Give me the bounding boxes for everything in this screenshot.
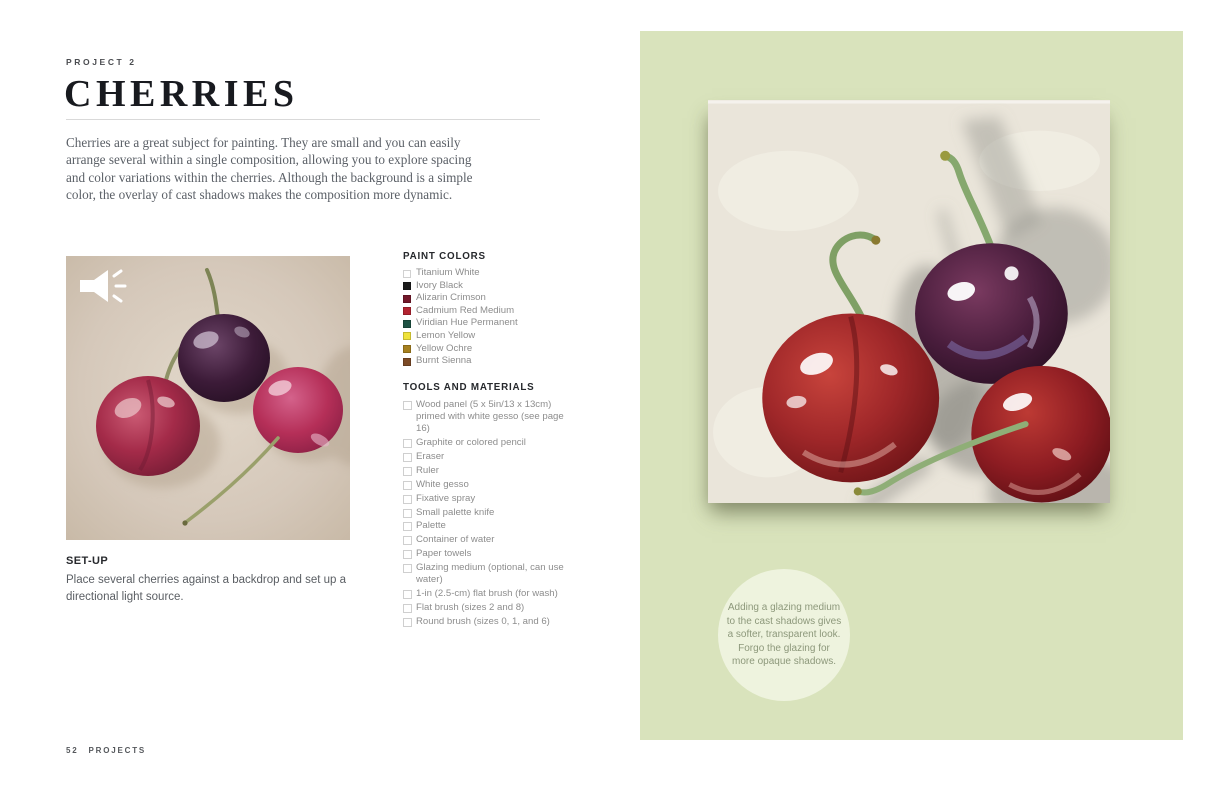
- paint-color-item: [403, 293, 578, 303]
- checkbox-icon: [403, 495, 412, 504]
- paint-swatch: [403, 332, 411, 340]
- tool-item: [403, 548, 565, 560]
- paint-swatch: [403, 295, 411, 303]
- tool-item: [403, 602, 565, 614]
- paint-color-item: [403, 281, 578, 291]
- title-divider: [66, 119, 540, 120]
- tools-heading: TOOLS AND MATERIALS: [403, 382, 535, 393]
- tools-list: [403, 399, 565, 628]
- checkbox-icon: [403, 590, 412, 599]
- tool-label: Flat brush (sizes 2 and 8): [416, 601, 525, 613]
- paint-label: Titanium White: [416, 267, 480, 278]
- paint-label: Burnt Sienna: [416, 355, 472, 367]
- checkbox-icon: [403, 550, 412, 559]
- tool-item: [403, 562, 565, 586]
- paint-swatch: [403, 282, 411, 290]
- paint-label: Ivory Black: [416, 279, 463, 291]
- tool-label: Paper towels: [416, 548, 472, 560]
- tool-label: Container of water: [416, 534, 495, 546]
- paint-colors-heading: PAINT COLORS: [403, 251, 486, 262]
- tool-item: [403, 451, 565, 463]
- tool-label: Round brush (sizes 0, 1, and 6): [416, 615, 550, 627]
- tool-label: Wood panel (5 x 5in/13 x 13cm) primed with white gesso (see page 16): [416, 399, 564, 435]
- checkbox-icon: [403, 439, 412, 448]
- paint-label: Viridian Hue Permanent: [416, 317, 518, 329]
- tool-label: Graphite or colored pencil: [416, 437, 526, 449]
- checkbox-icon: [403, 564, 412, 573]
- checkbox-icon: [403, 604, 412, 613]
- checkbox-icon: [403, 401, 412, 410]
- paint-color-item: [403, 331, 578, 341]
- paint-color-item: [403, 344, 578, 354]
- tool-label: 1-in (2.5-cm) flat brush (for wash): [416, 588, 558, 600]
- paint-label: Alizarin Crimson: [416, 292, 486, 304]
- paint-swatch: [403, 345, 411, 353]
- cherries-painting: [708, 100, 1110, 503]
- tool-item: [403, 465, 565, 477]
- paint-color-item: [403, 356, 578, 366]
- intro-paragraph: Cherries are a great subject for painting. They are small and you can easily arrange several within a single composition, allowing you to explore spacing and color variations within the cherries. Although the background is a simple color, the overlay of cast shadows makes the composition more dynamic.: [66, 135, 473, 202]
- paint-swatch: [403, 270, 411, 278]
- paint-swatch: [403, 320, 411, 328]
- paint-colors-list: [403, 268, 578, 366]
- cherries-photo-illustration: [66, 256, 350, 540]
- setup-body: Place several cherries against a backdrop and set up a directional light source.: [66, 574, 346, 603]
- tool-item: [403, 493, 565, 505]
- checkbox-icon: [403, 536, 412, 545]
- paint-swatch: [403, 358, 411, 366]
- tool-label: Fixative spray: [416, 492, 476, 504]
- tool-label: Glazing medium (optional, can use water): [416, 562, 564, 586]
- tool-item: [403, 588, 565, 600]
- tool-item: [403, 507, 565, 519]
- tool-label: Palette: [416, 520, 446, 532]
- setup-heading: SET-UP: [66, 555, 109, 567]
- paint-label: Cadmium Red Medium: [416, 304, 515, 316]
- paint-color-item: [403, 268, 578, 278]
- tool-item: [403, 520, 565, 532]
- tools-section: [403, 382, 565, 630]
- checkbox-icon: [403, 453, 412, 462]
- paint-swatch: [403, 307, 411, 315]
- footer-section-label: PROJECTS: [88, 746, 147, 755]
- paint-colors-section: [403, 251, 578, 369]
- checkbox-icon: [403, 522, 412, 531]
- checkbox-icon: [403, 618, 412, 627]
- tip-callout: [718, 569, 850, 701]
- tool-item: [403, 616, 565, 628]
- checkbox-icon: [403, 509, 412, 518]
- paint-label: Lemon Yellow: [416, 329, 476, 341]
- checkbox-icon: [403, 467, 412, 476]
- tool-item: [403, 534, 565, 546]
- tool-item: [403, 479, 565, 491]
- page-number: 52: [66, 746, 79, 755]
- paint-color-item: [403, 306, 578, 316]
- paint-label: Yellow Ochre: [416, 342, 473, 354]
- cherries-painting-illustration: [708, 100, 1110, 503]
- right-page-panel: [640, 31, 1183, 740]
- paint-color-item: [403, 318, 578, 328]
- tool-item: [403, 399, 565, 435]
- tool-item: [403, 437, 565, 449]
- reference-photo: [66, 256, 350, 540]
- tool-label: White gesso: [416, 478, 469, 490]
- page-title: CHERRIES: [64, 73, 299, 115]
- tool-label: Eraser: [416, 450, 445, 462]
- checkbox-icon: [403, 481, 412, 490]
- project-eyebrow: PROJECT 2: [66, 57, 137, 67]
- page-footer: [66, 746, 156, 755]
- tool-label: Small palette knife: [416, 506, 495, 518]
- tip-callout-text: Adding a glazing medium to the cast shadows gives a softer, transparent look. Forgo the glazing for more opaque shadows.: [726, 602, 842, 668]
- tool-label: Ruler: [416, 464, 439, 476]
